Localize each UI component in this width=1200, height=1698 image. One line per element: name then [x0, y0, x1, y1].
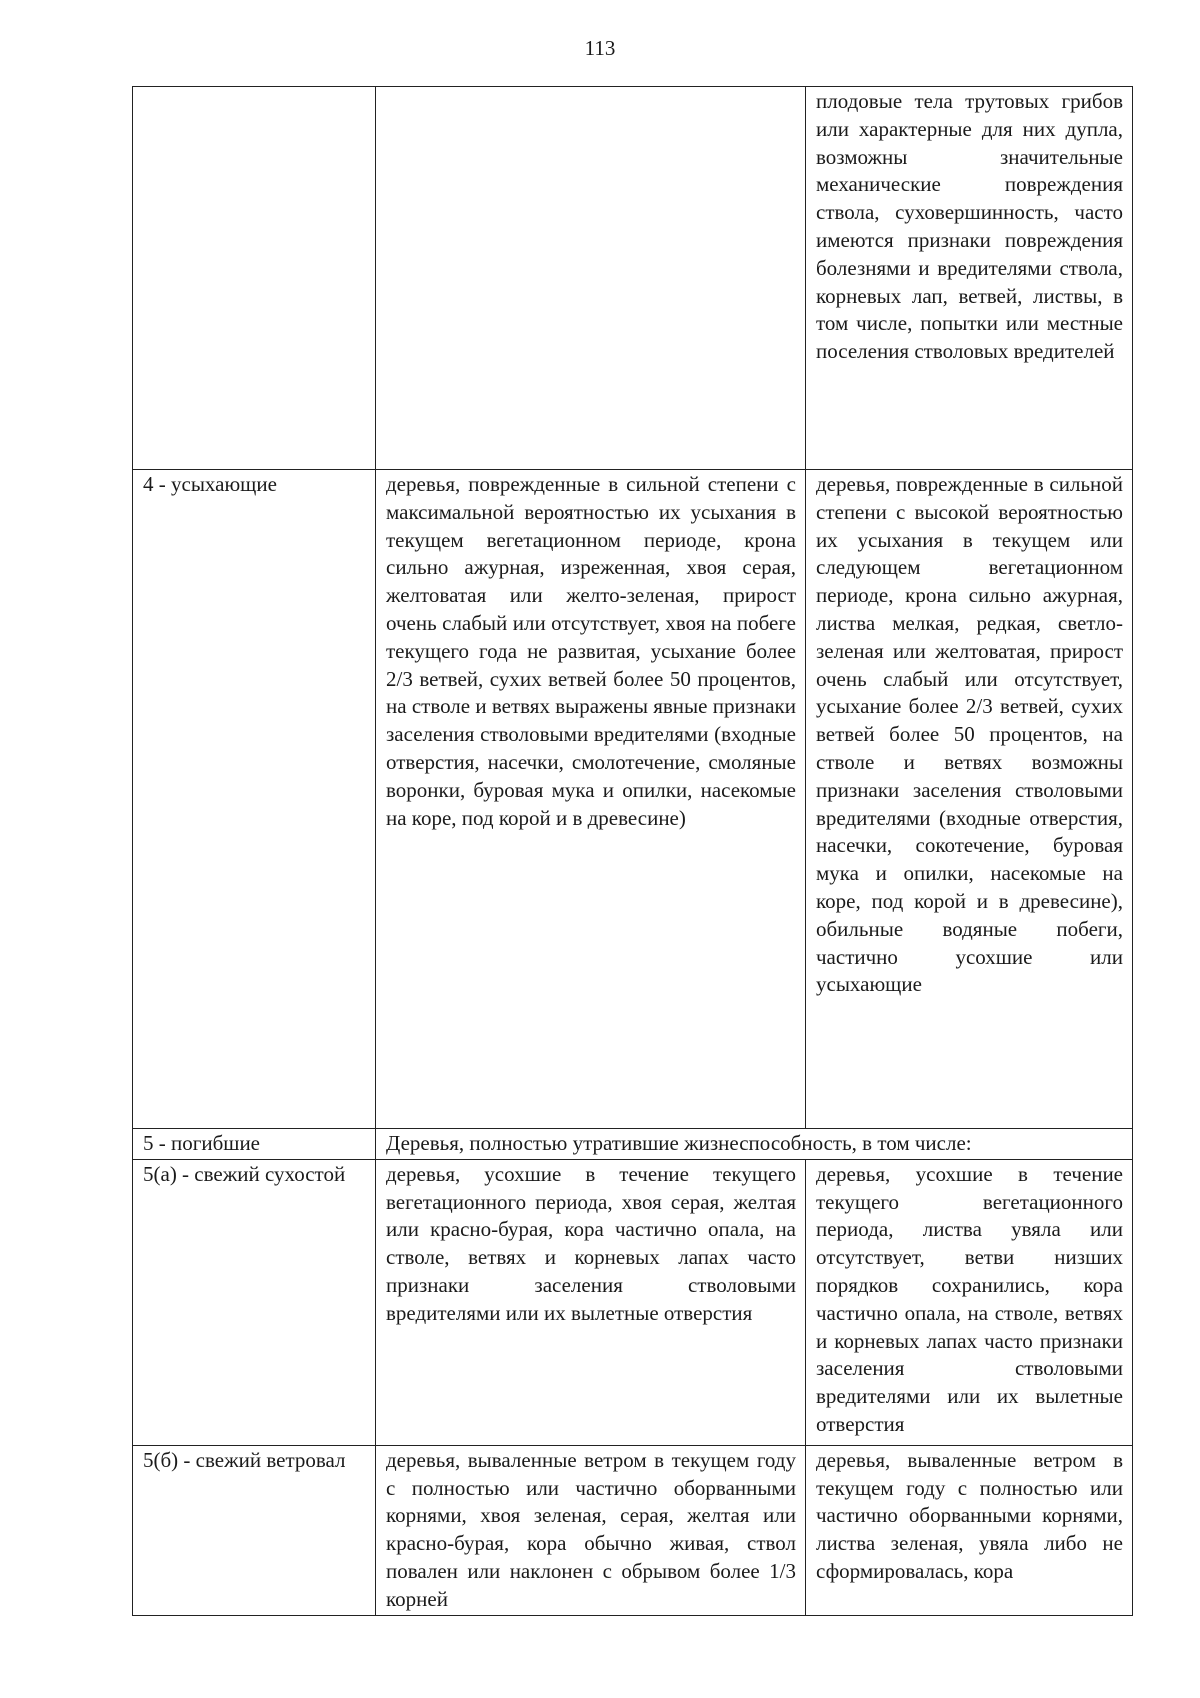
deciduous-description-cell: деревья, поврежденные в сильной степени с высокой вероятностью их усыхания в текущем или следующем вегетационном периоде, крона сильно ажурная, листва мелкая, редкая, светло-зеленая или желтоватая, прирост очень слабый или отсутствует, усыхание более 2/3 ветвей, сухих ветвей более 50 процентов, на стволе и ветвях возможны признаки заселения стволовыми вредителями (входные отверстия, насечки, сокотечение, буровая мука и опилки, насекомые на коре, под корой и в древесине), обильные водяные побеги, частично усохшие или усыхающие — [806, 470, 1133, 1129]
conifer-description-cell: деревья, вываленные ветром в текущем году с полностью или частично оборванными корнями, хвоя зеленая, серая, желтая или красно-бурая, кора обычно живая, ствол повален или наклонен с обрывом более 1/3 корней — [376, 1445, 806, 1615]
category-cell: 5(б) - свежий ветровал — [133, 1445, 376, 1615]
deciduous-description-cell: деревья, вываленные ветром в текущем году с полностью или частично оборванными корнями, листва зеленая, увяла либо не сформировалась, кора — [806, 1445, 1133, 1615]
conifer-description-cell: деревья, поврежденные в сильной степени с максимальной вероятностью их усыхания в текущем вегетационном периоде, крона сильно ажурная, изреженная, хвоя серая, желтоватая или желто-зеленая, прирост очень слабый или отсутствует, хвоя на побеге текущего года не развитая, усыхание более 2/3 ветвей, сухих ветвей более 50 процентов, на стволе и ветвях выражены явные признаки заселения стволовыми вредителями (входные отверстия, насечки, смолотечение, смоляные воронки, буровая мука и опилки, насекомые на коре, под корой и в древесине) — [376, 470, 806, 1129]
table-row — [133, 1159, 1133, 1445]
table-row — [133, 470, 1133, 1129]
conifer-description-cell — [376, 87, 806, 470]
category-cell — [133, 87, 376, 470]
page-number: 113 — [584, 36, 616, 60]
merged-description-cell: Деревья, полностью утратившие жизнеспособность, в том числе: — [376, 1129, 1133, 1160]
deciduous-description-cell: плодовые тела трутовых грибов или характерные для них дупла, возможны значительные механические повреждения ствола, суховершинность, часто имеются признаки повреждения болезнями и вредителями ствола, корневых лап, ветвей, листвы, в том числе, попытки или местные поселения стволовых вредителей — [806, 87, 1133, 470]
table-row — [133, 1129, 1133, 1160]
table-row — [133, 1445, 1133, 1615]
category-cell: 5(а) - свежий сухостой — [133, 1159, 376, 1445]
deciduous-description-cell: деревья, усохшие в течение текущего вегетационного периода, листва увяла или отсутствует, ветви низших порядков сохранились, кора частично опала, на стволе, ветвях и корневых лапах часто признаки заселения стволовыми вредителями или их вылетные отверстия — [806, 1159, 1133, 1445]
conifer-description-cell: деревья, усохшие в течение текущего вегетационного периода, хвоя серая, желтая или красно-бурая, кора частично опала, на стволе, ветвях и корневых лапах часто признаки заселения стволовыми вредителями или их вылетные отверстия — [376, 1159, 806, 1445]
category-cell: 5 - погибшие — [133, 1129, 376, 1160]
category-cell: 4 - усыхающие — [133, 470, 376, 1129]
table-row — [133, 87, 1133, 470]
tree-condition-table — [132, 86, 1133, 1616]
